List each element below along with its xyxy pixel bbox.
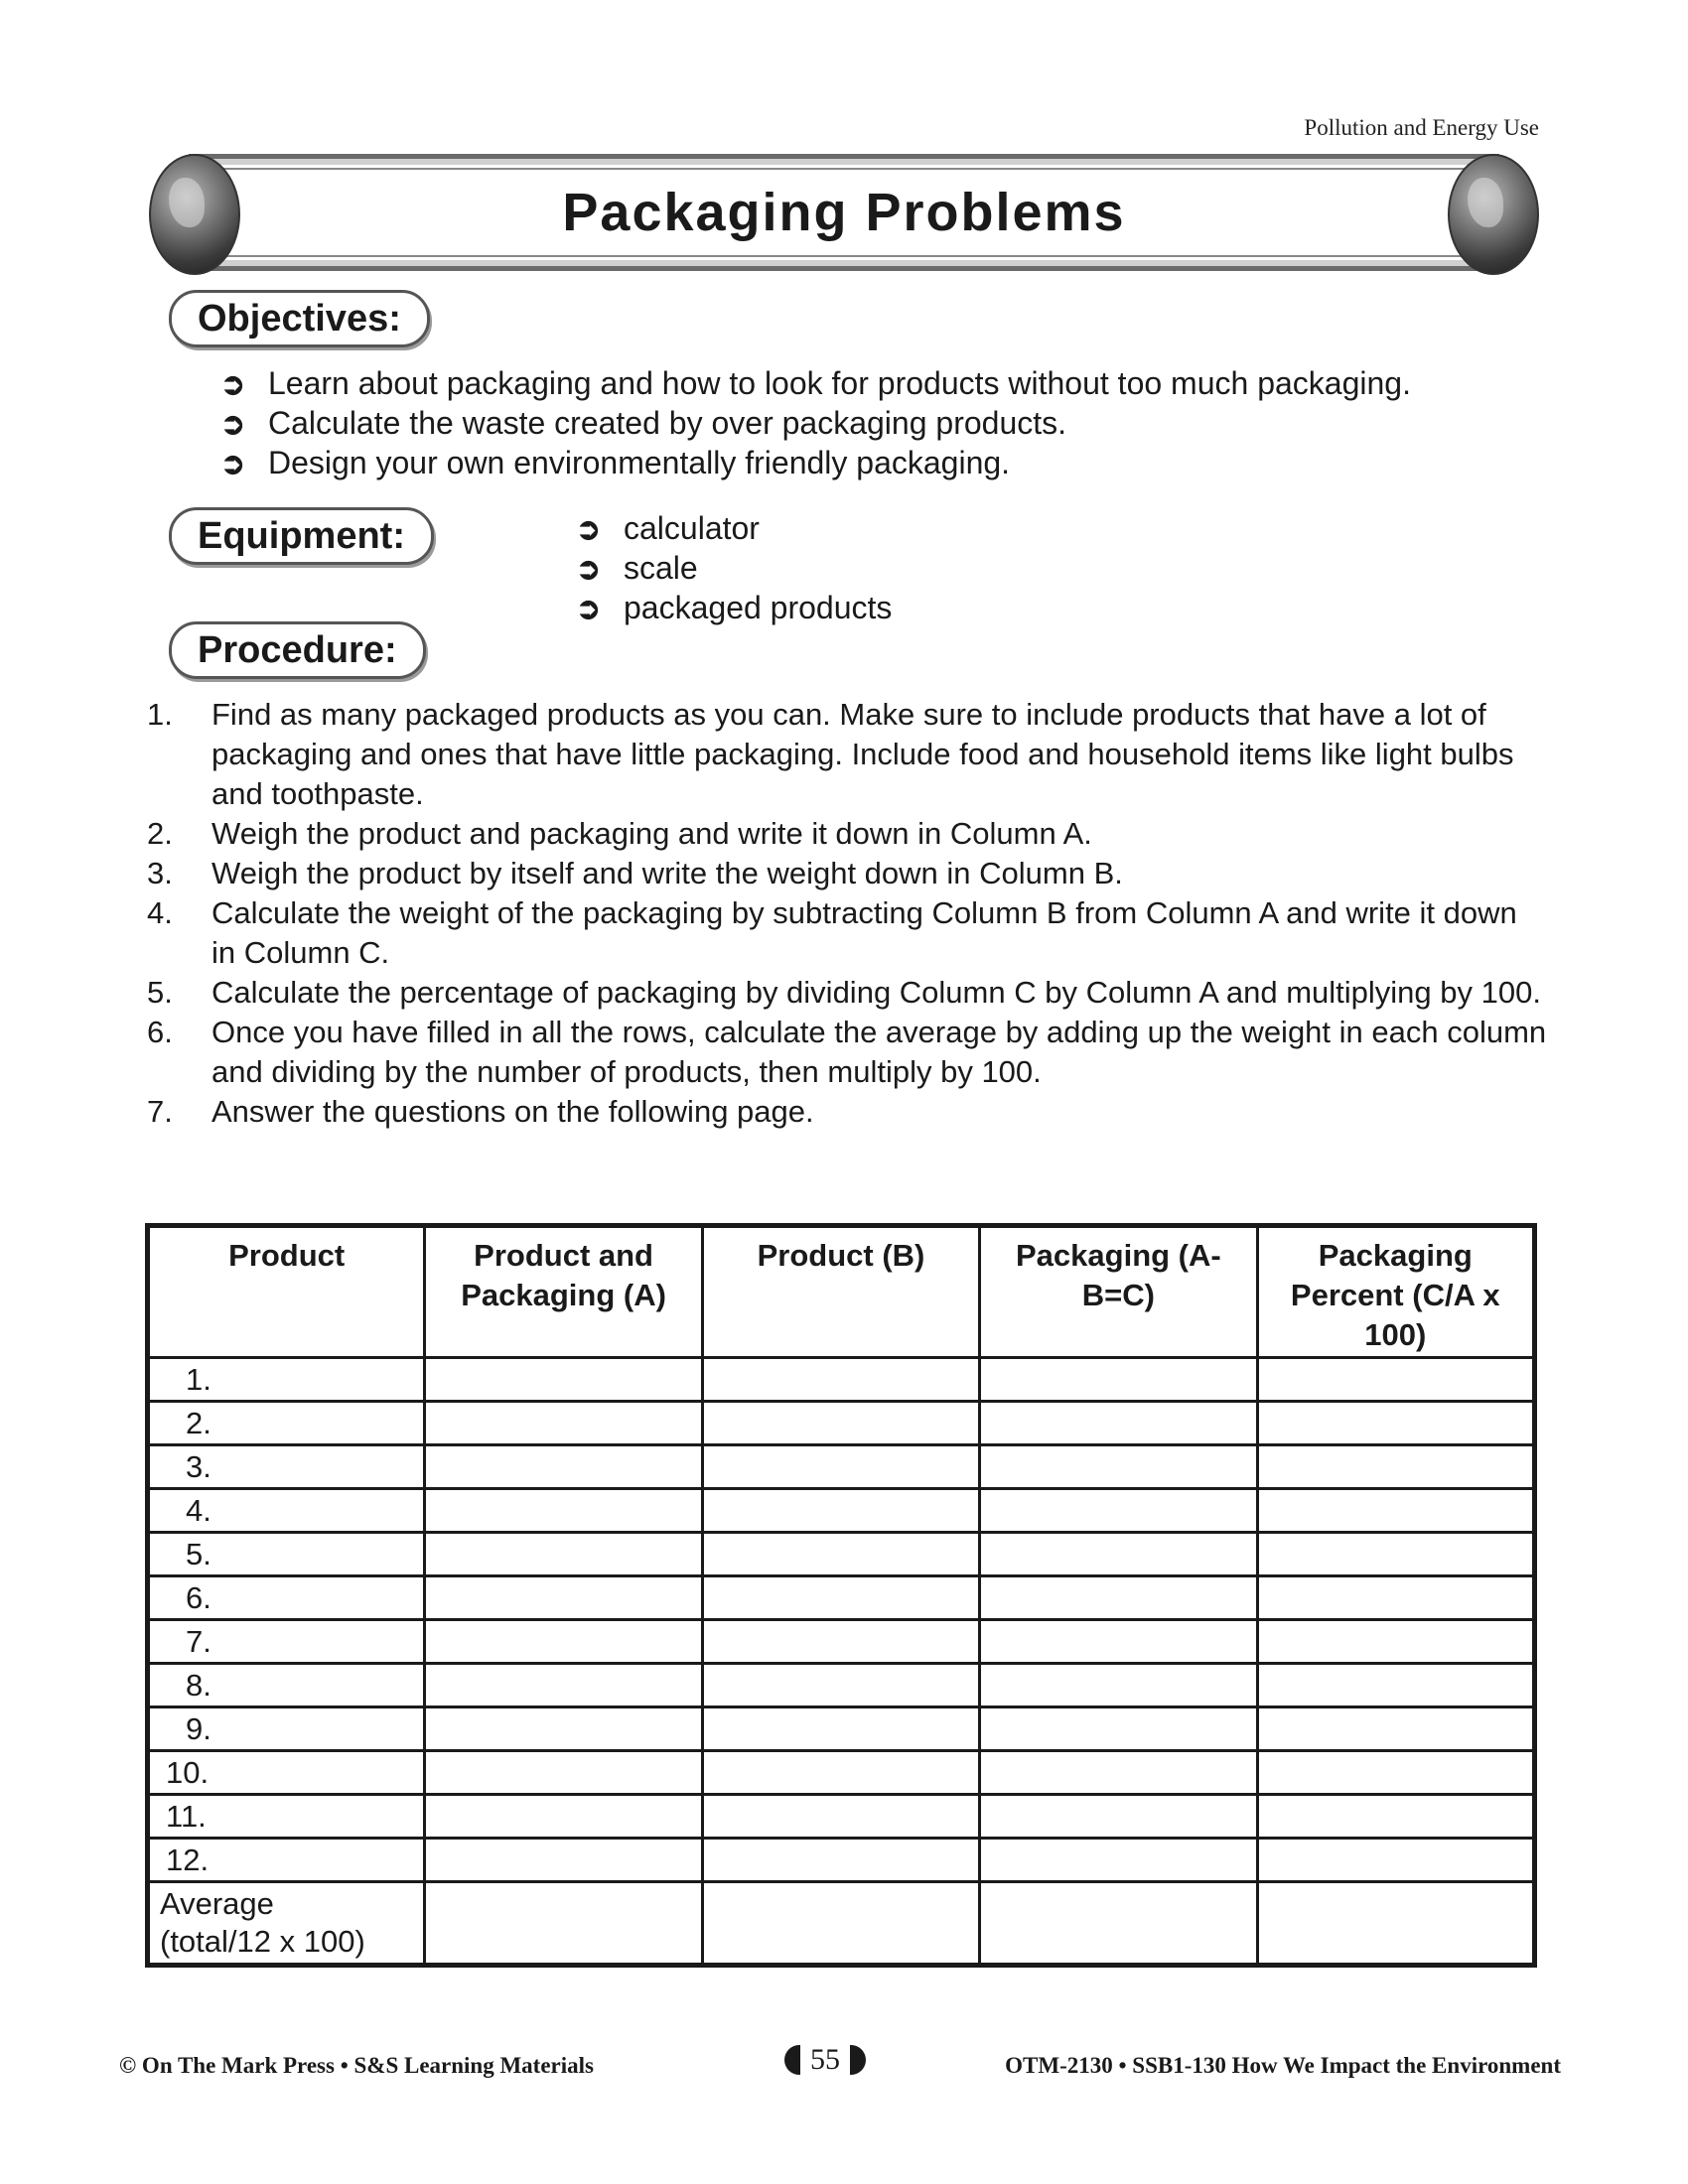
packaging-data-table <box>145 1223 1537 1968</box>
procedure-step: 5. Calculate the percentage of packaging by dividing Column C by Column A and multiplying by 100. <box>147 975 1541 1010</box>
procedure-heading: Procedure: <box>169 621 426 679</box>
table-cell[interactable] <box>980 1664 1257 1707</box>
table-cell[interactable] <box>702 1839 979 1882</box>
table-row <box>148 1664 1535 1707</box>
table-cell[interactable] <box>702 1533 979 1576</box>
table-cell[interactable] <box>980 1358 1257 1402</box>
table-cell[interactable] <box>425 1751 702 1795</box>
row-number: 10. <box>148 1751 425 1795</box>
row-number: 9. <box>148 1707 425 1751</box>
column-header-product-b: Product (B) <box>702 1226 979 1358</box>
page-number: 55 <box>810 2043 840 2076</box>
arrow-right-icon: ➲ <box>576 513 602 546</box>
procedure-step: 6. Once you have filled in all the rows, calculate the average by adding up the weight in each column and dividing by the number of products, then multiply by 100. <box>147 1015 1547 1089</box>
table-cell[interactable] <box>702 1358 979 1402</box>
row-number: 2. <box>148 1402 425 1445</box>
table-cell[interactable] <box>702 1751 979 1795</box>
table-cell[interactable] <box>980 1795 1257 1839</box>
arrow-right-icon: ➲ <box>576 553 602 586</box>
list-item: ➲ packaged products <box>576 588 892 627</box>
table-cell[interactable] <box>425 1620 702 1664</box>
table-cell[interactable] <box>425 1664 702 1707</box>
table-cell[interactable] <box>425 1402 702 1445</box>
header-category: Pollution and Energy Use <box>1304 115 1539 140</box>
arrow-right-icon: ➲ <box>220 408 246 441</box>
arrow-right-icon: ➲ <box>220 448 246 480</box>
table-cell[interactable] <box>1257 1402 1534 1445</box>
footer-page-number <box>784 2043 866 2077</box>
row-number: 5. <box>148 1533 425 1576</box>
table-cell[interactable] <box>425 1795 702 1839</box>
table-cell[interactable] <box>1257 1489 1534 1533</box>
procedure-step: 3. Weigh the product by itself and write the weight down in Column B. <box>147 856 1123 890</box>
row-number: 3. <box>148 1445 425 1489</box>
equipment-heading: Equipment: <box>169 507 434 565</box>
average-label-line1: Average <box>160 1886 274 1921</box>
table-cell[interactable] <box>702 1576 979 1620</box>
half-circle-right-icon <box>850 2045 866 2075</box>
objectives-list <box>220 363 1411 482</box>
table-cell[interactable] <box>1257 1620 1534 1664</box>
equipment-list <box>576 508 892 627</box>
column-header-packaging-percent: Packaging Percent (C/A x 100) <box>1257 1226 1534 1358</box>
table-row <box>148 1839 1535 1882</box>
arrow-right-icon: ➲ <box>220 368 246 401</box>
footer-publisher: © On The Mark Press • S&S Learning Materials <box>119 2053 594 2078</box>
table-cell[interactable] <box>1257 1882 1534 1966</box>
row-number: 1. <box>148 1358 425 1402</box>
arrow-right-icon: ➲ <box>576 593 602 625</box>
table-cell[interactable] <box>425 1489 702 1533</box>
table-cell[interactable] <box>980 1576 1257 1620</box>
list-item: ➲ Calculate the waste created by over packaging products. <box>220 403 1411 443</box>
table-cell[interactable] <box>1257 1445 1534 1489</box>
list-item: ➲ Learn about packaging and how to look for products without too much packaging. <box>220 363 1411 403</box>
table-cell[interactable] <box>425 1576 702 1620</box>
procedure-step: 1. Find as many packaged products as you can. Make sure to include products that have a lot of packaging and ones that have little packaging. Include food and household items like light bulbs and toothpaste. <box>147 697 1514 811</box>
row-number: 8. <box>148 1664 425 1707</box>
objectives-heading: Objectives: <box>169 290 430 347</box>
table-cell[interactable] <box>702 1664 979 1707</box>
table-cell[interactable] <box>702 1620 979 1664</box>
table-cell[interactable] <box>702 1795 979 1839</box>
table-cell[interactable] <box>1257 1795 1534 1839</box>
list-item: ➲ calculator <box>576 508 892 548</box>
table-cell[interactable] <box>980 1533 1257 1576</box>
procedure-step: 4. Calculate the weight of the packaging by subtracting Column B from Column A and write it down in Column C. <box>147 895 1517 970</box>
table-cell[interactable] <box>702 1707 979 1751</box>
table-cell[interactable] <box>702 1445 979 1489</box>
table-cell[interactable] <box>980 1489 1257 1533</box>
table-row <box>148 1489 1535 1533</box>
average-row <box>148 1882 1535 1966</box>
list-item: ➲ Design your own environmentally friendly packaging. <box>220 443 1411 482</box>
footer-book-code: OTM-2130 • SSB1-130 How We Impact the Environment <box>1005 2053 1561 2078</box>
procedure-step: 2. Weigh the product and packaging and write it down in Column A. <box>147 816 1092 851</box>
title-banner <box>149 154 1539 271</box>
row-number: 11. <box>148 1795 425 1839</box>
table-row <box>148 1795 1535 1839</box>
table-body <box>148 1358 1535 1966</box>
table-row <box>148 1533 1535 1576</box>
table-cell[interactable] <box>1257 1576 1534 1620</box>
table-cell[interactable] <box>425 1358 702 1402</box>
table-cell[interactable] <box>702 1882 979 1966</box>
table-cell[interactable] <box>1257 1751 1534 1795</box>
table-cell[interactable] <box>980 1707 1257 1751</box>
table-row <box>148 1445 1535 1489</box>
table-cell[interactable] <box>425 1707 702 1751</box>
table-cell[interactable] <box>980 1402 1257 1445</box>
table-row <box>148 1402 1535 1445</box>
table-cell[interactable] <box>980 1751 1257 1795</box>
table-row <box>148 1620 1535 1664</box>
table-row <box>148 1576 1535 1620</box>
table-cell[interactable] <box>425 1533 702 1576</box>
table-row <box>148 1707 1535 1751</box>
column-header-product: Product <box>148 1226 425 1358</box>
table-cell[interactable] <box>1257 1707 1534 1751</box>
average-label <box>148 1882 425 1966</box>
row-number: 12. <box>148 1839 425 1882</box>
column-header-packaging-c: Packaging (A-B=C) <box>980 1226 1257 1358</box>
table-row <box>148 1751 1535 1795</box>
table-row <box>148 1358 1535 1402</box>
column-header-product-and-packaging: Product and Packaging (A) <box>425 1226 702 1358</box>
table-cell[interactable] <box>702 1402 979 1445</box>
row-number: 6. <box>148 1576 425 1620</box>
average-label-line2: (total/12 x 100) <box>160 1924 365 1959</box>
row-number: 7. <box>148 1620 425 1664</box>
table-header-row <box>148 1226 1535 1358</box>
table-cell[interactable] <box>980 1882 1257 1966</box>
table-cell[interactable] <box>1257 1533 1534 1576</box>
table-cell[interactable] <box>1257 1664 1534 1707</box>
table-cell[interactable] <box>425 1445 702 1489</box>
page-title: Packaging Problems <box>562 183 1126 242</box>
list-item: ➲ scale <box>576 548 892 588</box>
procedure-steps <box>147 695 1547 1132</box>
row-number: 4. <box>148 1489 425 1533</box>
table-cell[interactable] <box>980 1620 1257 1664</box>
table-cell[interactable] <box>702 1489 979 1533</box>
table-cell[interactable] <box>425 1882 702 1966</box>
table-cell[interactable] <box>1257 1839 1534 1882</box>
table-cell[interactable] <box>980 1445 1257 1489</box>
table-cell[interactable] <box>980 1839 1257 1882</box>
table-cell[interactable] <box>425 1839 702 1882</box>
half-circle-left-icon <box>784 2045 800 2075</box>
procedure-step: 7. Answer the questions on the following page. <box>147 1094 814 1129</box>
table-cell[interactable] <box>1257 1358 1534 1402</box>
